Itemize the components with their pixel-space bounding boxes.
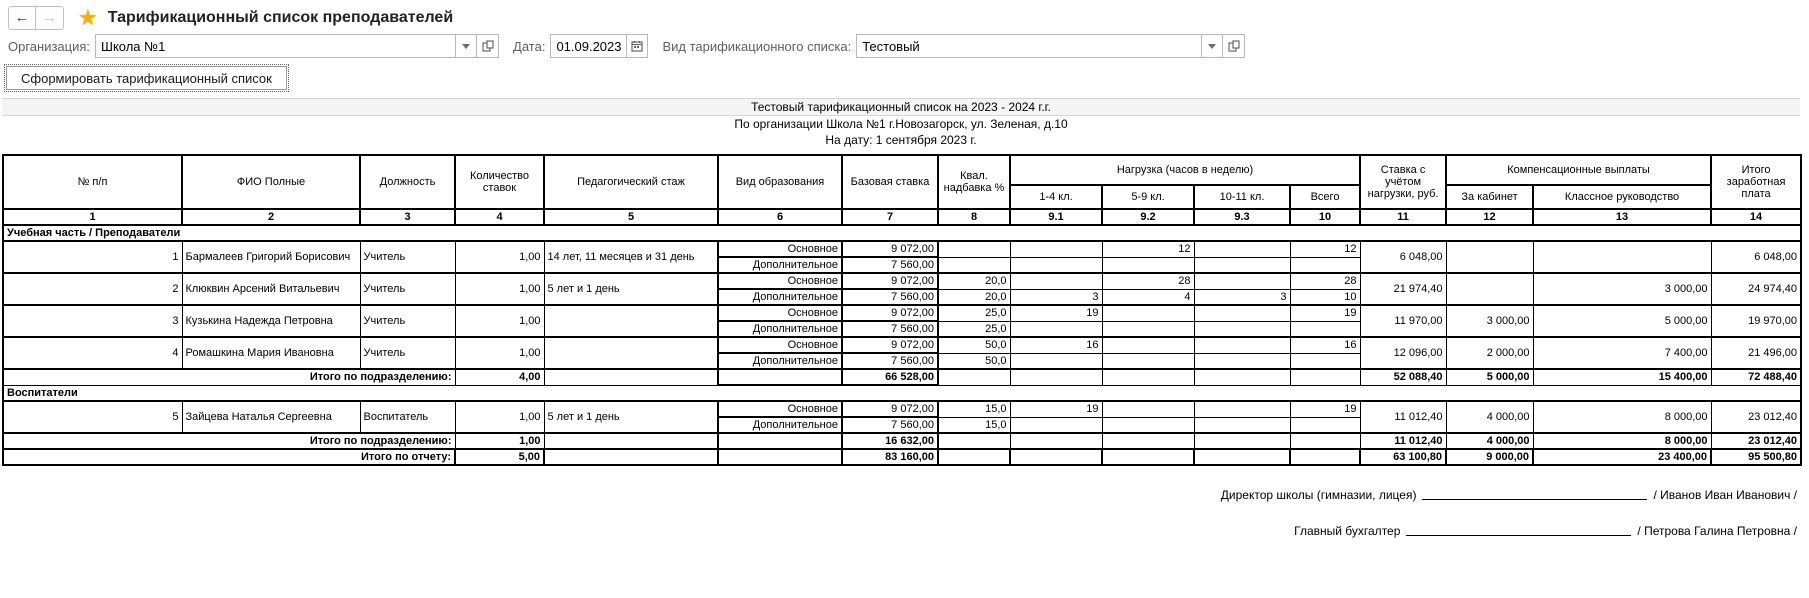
cell-class-mgmt: 8 000,00	[1533, 401, 1711, 433]
cell-fio: Кузькина Надежда Петровна	[182, 305, 360, 337]
col-header-position: Должность	[360, 155, 455, 209]
section-row-educators	[3, 385, 1801, 401]
col-num: 10	[1290, 209, 1360, 225]
cell-empty	[544, 433, 718, 449]
date-field[interactable]	[550, 34, 648, 58]
parameters-row	[0, 32, 1809, 60]
section-row-teachers	[3, 225, 1801, 241]
cell-edu-kind: Основное	[718, 401, 842, 417]
cell-load-total: 28	[1290, 273, 1360, 289]
cell-class-mgmt: 7 400,00	[1533, 337, 1711, 369]
cell-h59: 28	[1102, 273, 1194, 289]
calendar-icon	[631, 40, 643, 52]
cell-load-total: 19	[1290, 401, 1360, 417]
cell-empty	[1290, 449, 1360, 465]
cell-rate-count: 1,00	[455, 273, 544, 305]
cell-experience: 5 лет и 1 день	[544, 401, 718, 433]
cell-h1011: 3	[1194, 289, 1290, 305]
organization-input[interactable]: Школа №1	[95, 34, 455, 58]
cell-h14: 19	[1010, 401, 1102, 417]
cell-rate-count: 1,00	[455, 337, 544, 369]
signature-line	[1406, 526, 1631, 536]
cell-h59: 4	[1102, 289, 1194, 305]
organization-open-button[interactable]	[477, 34, 499, 58]
col-num: 3	[360, 209, 455, 225]
col-header-qual: Квал. надбавка %	[938, 155, 1010, 209]
cell-edu-kind: Дополнительное	[718, 417, 842, 433]
cell-num: 4	[3, 337, 182, 369]
report-total-total-salary: 95 500,80	[1711, 449, 1801, 465]
col-num: 12	[1446, 209, 1533, 225]
col-num: 1	[3, 209, 182, 225]
col-header-experience: Педагогический стаж	[544, 155, 718, 209]
cell-h59	[1102, 321, 1194, 337]
signature-name: / Иванов Иван Иванович /	[1653, 488, 1797, 502]
back-button[interactable]	[8, 6, 36, 30]
list-kind-dropdown-button[interactable]	[1201, 34, 1223, 58]
date-input[interactable]: 01.09.2023	[550, 34, 626, 58]
cell-h14	[1010, 241, 1102, 257]
subtotal-cabinet: 5 000,00	[1446, 369, 1533, 385]
cell-rate-with-load: 12 096,00	[1360, 337, 1446, 369]
col-num: 13	[1533, 209, 1711, 225]
cell-empty	[938, 449, 1010, 465]
cell-h1011	[1194, 241, 1290, 257]
subtotal-rate-with-load: 52 088,40	[1360, 369, 1446, 385]
cell-qual: 50,0	[938, 337, 1010, 353]
cell-qual: 25,0	[938, 321, 1010, 337]
cell-load-total: 19	[1290, 305, 1360, 321]
header-row-1	[3, 155, 1801, 185]
cell-position: Учитель	[360, 305, 455, 337]
organization-dropdown-button[interactable]	[455, 34, 477, 58]
forward-arrow-icon: →	[42, 9, 57, 26]
cell-base: 9 072,00	[842, 273, 938, 289]
button-row	[0, 60, 1809, 94]
cell-h14	[1010, 257, 1102, 273]
cell-base: 7 560,00	[842, 289, 938, 305]
cell-total-salary: 21 496,00	[1711, 337, 1801, 369]
col-num: 4	[455, 209, 544, 225]
cell-empty	[1010, 369, 1102, 385]
cell-rate-with-load: 11 970,00	[1360, 305, 1446, 337]
col-header-total-salary: Итого заработная плата	[1711, 155, 1801, 209]
cell-h59: 12	[1102, 241, 1194, 257]
cell-num: 3	[3, 305, 182, 337]
subtotal-total-salary: 72 488,40	[1711, 369, 1801, 385]
col-header-rate-count: Количество ставок	[455, 155, 544, 209]
cell-h14	[1010, 353, 1102, 369]
report-total-cabinet: 9 000,00	[1446, 449, 1533, 465]
report-total-rate-count: 5,00	[455, 449, 544, 465]
cell-num: 5	[3, 401, 182, 433]
cell-edu-kind: Основное	[718, 305, 842, 321]
organization-label: Организация:	[8, 38, 91, 54]
subtotal-base: 16 632,00	[842, 433, 938, 449]
cell-h1011	[1194, 337, 1290, 353]
list-kind-field[interactable]	[856, 34, 1245, 58]
cell-edu-kind: Основное	[718, 337, 842, 353]
cell-empty	[1194, 433, 1290, 449]
cell-rate-count: 1,00	[455, 401, 544, 433]
signatures-block	[0, 488, 1809, 538]
cell-h59	[1102, 337, 1194, 353]
cell-edu-kind: Основное	[718, 241, 842, 257]
cell-total-salary: 6 048,00	[1711, 241, 1801, 273]
cell-empty	[1010, 433, 1102, 449]
list-kind-input[interactable]: Тестовый	[856, 34, 1201, 58]
cell-empty	[1194, 449, 1290, 465]
report-subtitle-date: На дату: 1 сентября 2023 г.	[825, 133, 977, 147]
col-header-h14: 1-4 кл.	[1010, 185, 1102, 209]
col-header-fio: ФИО Полные	[182, 155, 360, 209]
cell-position: Учитель	[360, 273, 455, 305]
cell-position: Воспитатель	[360, 401, 455, 433]
col-header-cabinet: За кабинет	[1446, 185, 1533, 209]
favorite-star-icon[interactable]: ★	[78, 4, 98, 30]
subtotal-cabinet: 4 000,00	[1446, 433, 1533, 449]
signature-label: Директор школы (гимназии, лицея)	[1220, 488, 1417, 502]
report-total-class-mgmt: 23 400,00	[1533, 449, 1711, 465]
organization-field[interactable]	[95, 34, 499, 58]
table-row	[3, 241, 1801, 257]
cell-base: 9 072,00	[842, 305, 938, 321]
cell-cabinet	[1446, 273, 1533, 305]
cell-cabinet	[1446, 241, 1533, 273]
tariff-table	[2, 154, 1802, 466]
signature-name: / Петрова Галина Петровна /	[1637, 524, 1797, 538]
cell-class-mgmt: 5 000,00	[1533, 305, 1711, 337]
cell-base: 9 072,00	[842, 241, 938, 257]
cell-h1011	[1194, 401, 1290, 417]
cell-base: 7 560,00	[842, 321, 938, 337]
cell-total-salary: 19 970,00	[1711, 305, 1801, 337]
col-num: 9.3	[1194, 209, 1290, 225]
cell-h1011	[1194, 273, 1290, 289]
cell-h59	[1102, 353, 1194, 369]
cell-rate-count: 1,00	[455, 241, 544, 273]
cell-edu-kind: Дополнительное	[718, 321, 842, 337]
cell-h1011	[1194, 321, 1290, 337]
cell-edu-kind: Дополнительное	[718, 289, 842, 305]
report-subtitle-organization: По организации Школа №1 г.Новозагорск, ул. Зеленая, д.10	[734, 117, 1068, 131]
date-calendar-button[interactable]	[626, 34, 648, 58]
report-total-base: 83 160,00	[842, 449, 938, 465]
cell-total-salary: 24 974,40	[1711, 273, 1801, 305]
cell-edu-kind: Дополнительное	[718, 257, 842, 273]
col-header-class-mgmt: Классное руководство	[1533, 185, 1711, 209]
cell-load-total	[1290, 321, 1360, 337]
col-num: 7	[842, 209, 938, 225]
chevron-down-icon	[462, 44, 470, 49]
cell-h1011	[1194, 257, 1290, 273]
signature-line	[1422, 490, 1647, 500]
signature-accountant	[0, 524, 1797, 538]
col-header-num: № п/п	[3, 155, 182, 209]
col-header-base-rate: Базовая ставка	[842, 155, 938, 209]
page-title: Тарификационный список преподавателей	[107, 8, 454, 26]
col-header-total: Всего	[1290, 185, 1360, 209]
list-kind-open-button[interactable]	[1223, 34, 1245, 58]
cell-h14	[1010, 417, 1102, 433]
col-num: 8	[938, 209, 1010, 225]
cell-experience: 14 лет, 11 месяцев и 31 день	[544, 241, 718, 273]
col-num: 2	[182, 209, 360, 225]
cell-h1011	[1194, 353, 1290, 369]
cell-empty	[1102, 449, 1194, 465]
subtotal-row	[3, 433, 1801, 449]
cell-qual: 20,0	[938, 273, 1010, 289]
subtotal-base: 66 528,00	[842, 369, 938, 385]
back-arrow-icon: ←	[14, 9, 30, 26]
cell-base: 7 560,00	[842, 417, 938, 433]
subtotal-rate-with-load: 11 012,40	[1360, 433, 1446, 449]
report-title: Тестовый тарификационный список на 2023 - 2024 г.г.	[2, 98, 1800, 116]
subtotal-class-mgmt: 15 400,00	[1533, 369, 1711, 385]
cell-rate-count: 1,00	[455, 305, 544, 337]
cell-h1011	[1194, 417, 1290, 433]
cell-empty	[1194, 369, 1290, 385]
cell-empty	[938, 433, 1010, 449]
cell-fio: Зайцева Наталья Сергеевна	[182, 401, 360, 433]
col-header-education: Вид образования	[718, 155, 842, 209]
cell-class-mgmt: 3 000,00	[1533, 273, 1711, 305]
report-total-label: Итого по отчету:	[3, 449, 455, 465]
cell-cabinet: 4 000,00	[1446, 401, 1533, 433]
cell-cabinet: 2 000,00	[1446, 337, 1533, 369]
cell-base: 9 072,00	[842, 337, 938, 353]
cell-fio: Клюквин Арсений Витальевич	[182, 273, 360, 305]
cell-empty	[1290, 433, 1360, 449]
cell-base: 7 560,00	[842, 257, 938, 273]
cell-experience	[544, 305, 718, 337]
cell-edu-kind: Основное	[718, 273, 842, 289]
cell-h1011	[1194, 305, 1290, 321]
subtotal-row	[3, 369, 1801, 385]
cell-empty	[938, 369, 1010, 385]
col-header-rate-with-load: Ставка с учётом нагрузки, руб.	[1360, 155, 1446, 209]
col-header-comp-group: Компенсационные выплаты	[1446, 155, 1711, 185]
table-row	[3, 273, 1801, 289]
cell-fio: Ромашкина Мария Ивановна	[182, 337, 360, 369]
col-header-load-group: Нагрузка (часов в неделю)	[1010, 155, 1360, 185]
cell-qual: 15,0	[938, 417, 1010, 433]
cell-rate-with-load: 21 974,40	[1360, 273, 1446, 305]
cell-h59	[1102, 305, 1194, 321]
column-numbers-row	[3, 209, 1801, 225]
cell-edu-kind: Дополнительное	[718, 353, 842, 369]
toolbar	[0, 0, 1809, 32]
cell-h14: 3	[1010, 289, 1102, 305]
cell-empty	[718, 449, 842, 465]
cell-cabinet: 3 000,00	[1446, 305, 1533, 337]
generate-report-button[interactable]: Сформировать тарификационный список	[6, 66, 287, 90]
col-num: 9.1	[1010, 209, 1102, 225]
cell-qual: 50,0	[938, 353, 1010, 369]
cell-h14: 16	[1010, 337, 1102, 353]
subtotal-label: Итого по подразделению:	[3, 433, 455, 449]
cell-empty	[544, 369, 718, 385]
cell-h14	[1010, 273, 1102, 289]
cell-empty	[544, 449, 718, 465]
signature-label: Главный бухгалтер	[1294, 524, 1401, 538]
signature-director	[0, 488, 1797, 502]
cell-num: 1	[3, 241, 182, 273]
cell-position: Учитель	[360, 241, 455, 273]
cell-empty	[718, 433, 842, 449]
cell-empty	[718, 369, 842, 385]
cell-base: 9 072,00	[842, 401, 938, 417]
cell-fio: Бармалеев Григорий Борисович	[182, 241, 360, 273]
cell-load-total: 16	[1290, 337, 1360, 353]
col-num: 9.2	[1102, 209, 1194, 225]
forward-button[interactable]	[36, 6, 64, 30]
cell-qual: 25,0	[938, 305, 1010, 321]
report-total-row	[3, 449, 1801, 465]
cell-empty	[1102, 433, 1194, 449]
open-link-icon	[482, 40, 494, 52]
cell-class-mgmt	[1533, 241, 1711, 273]
date-label: Дата:	[513, 38, 546, 54]
cell-h14: 19	[1010, 305, 1102, 321]
chevron-down-icon	[1208, 44, 1216, 49]
cell-h59	[1102, 257, 1194, 273]
cell-load-total	[1290, 353, 1360, 369]
col-num: 6	[718, 209, 842, 225]
list-kind-label: Вид тарификационного списка:	[662, 38, 852, 54]
cell-load-total	[1290, 257, 1360, 273]
table-row	[3, 337, 1801, 353]
cell-qual	[938, 241, 1010, 257]
cell-base: 7 560,00	[842, 353, 938, 369]
cell-h59	[1102, 417, 1194, 433]
subtotal-rate-count: 1,00	[455, 433, 544, 449]
cell-rate-with-load: 11 012,40	[1360, 401, 1446, 433]
cell-qual: 20,0	[938, 289, 1010, 305]
section-title: Учебная часть / Преподаватели	[3, 225, 1801, 241]
cell-position: Учитель	[360, 337, 455, 369]
report-total-rate-with-load: 63 100,80	[1360, 449, 1446, 465]
cell-qual	[938, 257, 1010, 273]
cell-qual: 15,0	[938, 401, 1010, 417]
subtotal-label: Итого по подразделению:	[3, 369, 455, 385]
col-num: 14	[1711, 209, 1801, 225]
cell-h59	[1102, 401, 1194, 417]
subtotal-total-salary: 23 012,40	[1711, 433, 1801, 449]
section-title: Воспитатели	[3, 385, 1801, 401]
cell-num: 2	[3, 273, 182, 305]
subtotal-class-mgmt: 8 000,00	[1533, 433, 1711, 449]
table-row	[3, 305, 1801, 321]
cell-rate-with-load: 6 048,00	[1360, 241, 1446, 273]
subtotal-rate-count: 4,00	[455, 369, 544, 385]
col-header-h1011: 10-11 кл.	[1194, 185, 1290, 209]
col-num: 5	[544, 209, 718, 225]
cell-empty	[1010, 449, 1102, 465]
col-num: 11	[1360, 209, 1446, 225]
table-row	[3, 401, 1801, 417]
cell-load-total: 10	[1290, 289, 1360, 305]
cell-experience	[544, 337, 718, 369]
cell-empty	[1290, 369, 1360, 385]
cell-load-total	[1290, 417, 1360, 433]
cell-total-salary: 23 012,40	[1711, 401, 1801, 433]
open-link-icon	[1228, 40, 1240, 52]
cell-h14	[1010, 321, 1102, 337]
report-area	[0, 98, 1809, 538]
cell-load-total: 12	[1290, 241, 1360, 257]
cell-empty	[1102, 369, 1194, 385]
cell-experience: 5 лет и 1 день	[544, 273, 718, 305]
col-header-h59: 5-9 кл.	[1102, 185, 1194, 209]
